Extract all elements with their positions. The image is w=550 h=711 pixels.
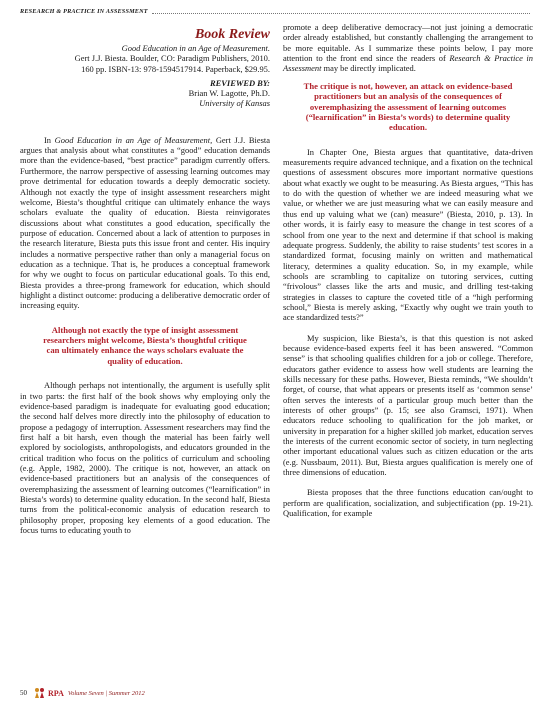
body-paragraph: Although perhaps not intentionally, the argument is usefully split in two parts: the first half of the book shows why employing only the evidence-based paradigm is inadequate for evaluating good education; the second half delves more directly into the philosophy of education to propose a pedagogy of interruption. Assessment researchers may find the first half a bit harsh, even though the material has been fairly well explored by sociologists, anthropologists, and educators grounded in the critical tradition who focus on the politics of curriculum and schooling (e.g. Apple, 1982, 2000). The critique is not, however, an attack on evidence-based practitioners but an analysis of the consequences of overemphasizing the assessment of learning outcomes (“learnification” in Biesta’s words) to determine quality education. In the second half, Biesta turns from the political-economic analysis of education research to philosophy proper, proposing key elements of a good education. The focus turns to educating youth to (20, 380, 270, 536)
lead-in-book-title: Good Education in an Age of Measurement, (54, 134, 213, 145)
rpa-logo-text: RPA (48, 688, 64, 698)
journal-name: Research & Practice in Assessment (283, 53, 533, 74)
body-paragraph (283, 22, 533, 74)
body-paragraph: My suspicion, like Biesta’s, is that this question is not asked because evidence-based experts feel it has been answered. “Common sense” is that schooling qualifies children for a job or college. Therefore, educators gather evidence to assess how well students are learning the skills necessary for these paths. However, Biesta reminds, “We shouldn’t forget, of course, that what appears or presents itself as ‘common sense’ often serves the interests of a particular group much better than the interests of other groups” (p. 15; see also Gramsci, 1971). When educators reduce schooling to qualification for the job market, or university in preparation for a higher skilled job market, education serves the interests of the current economic sector of society, in turn neglecting other important educational values such as citizen education or the arts (e.g. Nussbaum, 2011). But, Biesta argues qualification is merely one of three dimensions of education. (283, 332, 533, 478)
paragraph-text: may be directly implicated. (321, 63, 416, 74)
review-title: Book Review (194, 27, 270, 42)
running-header-text: RESEARCH & PRACTICE IN ASSESSMENT (20, 8, 148, 15)
reviewed-by-label: REVIEWED BY: (210, 77, 270, 88)
paragraph-text: Gert J.J. Biesta argues that analysis about what constitutes a “good” education demands more than the evidence-based, “best practice” paradigm currently offers. Furthermore, the narrow perspective of assessing learning outcomes may prove detrimental for education towards a deeply democratic society. Although not exactly the type of insight assessment researchers might welcome, Biesta’s thoughtful critique can ultimately enhance the ways scholars evaluate the quality of education. Biesta reinvigorates discussions about what constitutes a good education, specifically the purpose of education. Concerned about a lack of attention to purposes in the research literature, Biesta puts this issue front and center. His inquiry includes a normative perspective rather than only a managerial focus on education as a technique. That is, he produces a conceptual framework for why we ought to focus on particular educational goals. To this end, Biesta provides a three-prong framework for education, which should highlight a distinct outcome: producing a deliberative democratic order of increasing equity. (20, 134, 270, 311)
pull-quote: Although not exactly the type of insight assessment researchers might welcome, Biesta’s thoughtful critique can ultimately enhance the ways scholars evaluate the quality of education. (43, 324, 247, 366)
book-info (20, 43, 270, 74)
pull-quote: The critique is not, however, an attack on evidence-based practitioners but an analysis of the consequences of overemphasizing the assessment of learning outcomes (“learnification” in Biesta’s words) to determine quality education. (303, 80, 513, 133)
volume-info: Volume Seven | Summer 2012 (67, 689, 145, 697)
left-column (20, 22, 270, 535)
reviewer-block (20, 78, 270, 109)
book-title: Good Education in an Age of Measurement. (121, 43, 270, 53)
page-number: 50 (20, 689, 27, 697)
book-citation-line-1: Gert J.J. Biesta. Boulder, CO: Paradigm Publishers, 2010. (74, 53, 270, 64)
reviewer-name: Brian W. Lagotte, Ph.D. (188, 88, 270, 99)
body-paragraph (20, 135, 270, 311)
book-citation-line-2: 160 pp. ISBN-13: 978-1594517914. Paperback, $29.95. (81, 63, 270, 74)
paragraph-text: promote a deep deliberative democracy—not just joining a democratic order already established, but constantly challenging the arrangement to be more equitable. As I summarize these points below, I pay more attention to the front end since the readers of (283, 22, 533, 64)
reviewer-institution: University of Kansas (199, 98, 270, 109)
rpa-logo-icon (33, 687, 47, 699)
page-footer (20, 687, 145, 699)
rpa-logo (33, 687, 64, 699)
running-header (20, 8, 530, 15)
body-paragraph: In Chapter One, Biesta argues that quantitative, data-driven measurements require advanced technique, and a fixation on the technical questions of assessment obscures more important normative questions about what exactly we ought to be measuring. As Biesta argues, “This has to do with the question of whether we are indeed measuring what we value, or whether we are just measuring what we can easily measure and thus end up valuing what we (can) measure” (Biesta, 2010, p. 13). In other words, it is fairly easy to measure the change in test scores of a school from one year to the next and determine if that school is making adequate progress. Suddenly, the ability to raise students’ test scores in a standardized format, focusing mainly on written and mathematical literacy, determines a quality education. So, in my example, while schools are scrambling to capitalize on tutoring services, cutting “frivolous” classes like the arts and music, and drilling test-taking strategies in classes to capture the coveted title of a “high performing school,” Biesta is merely asking, “Exactly why ought we train youth to ace standardized tests?” (283, 146, 533, 323)
right-column (283, 22, 533, 518)
header-rule (152, 10, 530, 14)
lead-in-text: In (44, 134, 55, 145)
body-paragraph: Biesta proposes that the three functions education can/ought to perform are qualification, socialization, and subjectification (pp. 19-21). Qualification, for example (283, 487, 533, 519)
